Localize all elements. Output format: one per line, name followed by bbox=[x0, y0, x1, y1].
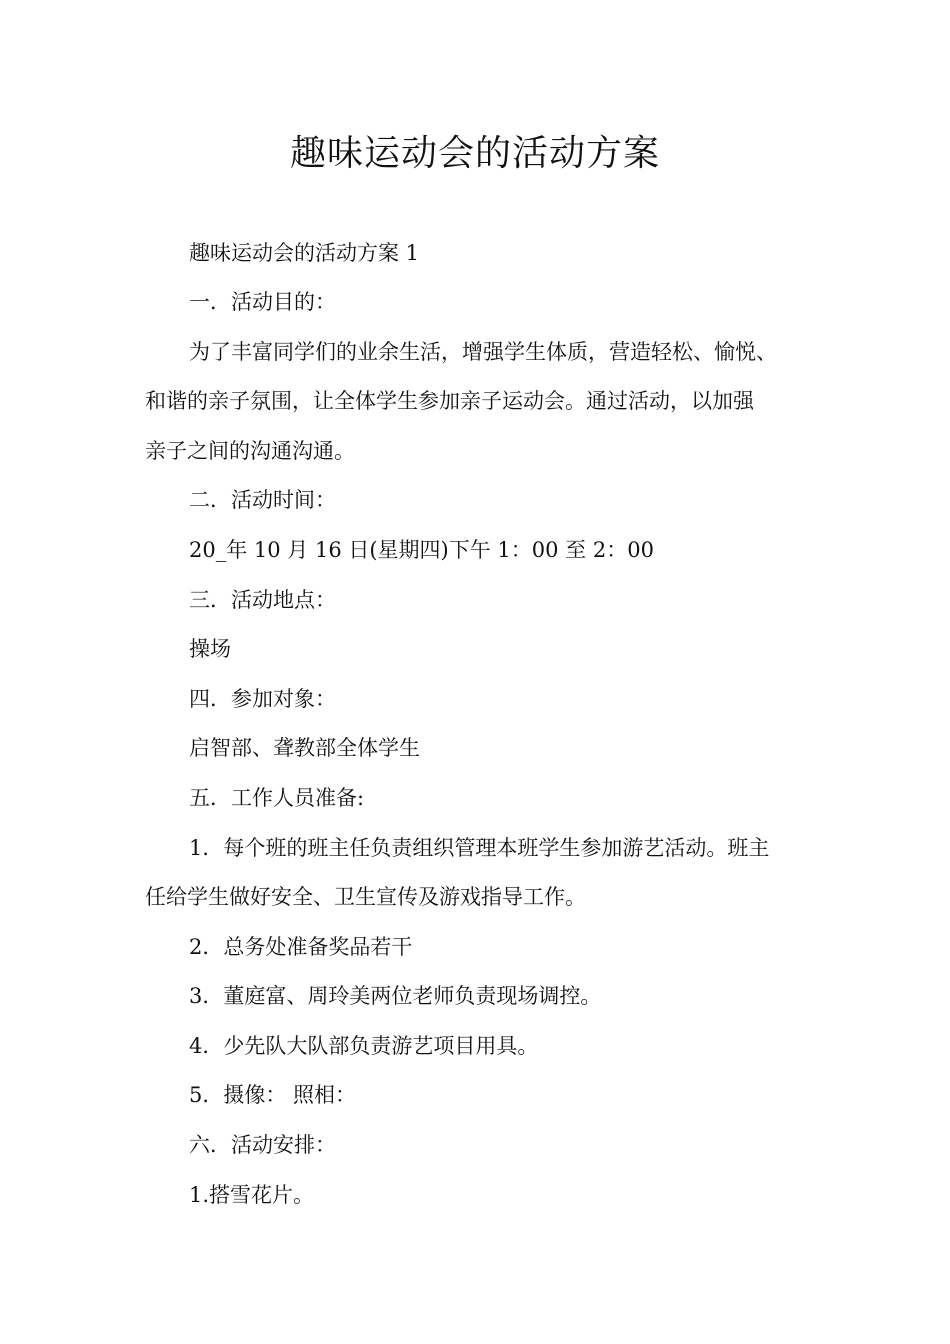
heading-time: 二．活动时间： bbox=[189, 488, 336, 512]
participants-text: 启智部、聋教部全体学生 bbox=[189, 736, 420, 760]
paragraph-line: 和谐的亲子氛围，让全体学生参加亲子运动会。通过活动，以加强 bbox=[145, 389, 754, 413]
time-text: 20_年 10 月 16 日(星期四)下午 1：00 至 2：00 bbox=[189, 538, 654, 562]
list-item: 4．少先队大队部负责游艺项目用具。 bbox=[189, 1034, 539, 1058]
list-item: 1．每个班的班主任负责组织管理本班学生参加游艺活动。班主 bbox=[189, 836, 770, 860]
list-item-continued: 任给学生做好安全、卫生宣传及游戏指导工作。 bbox=[145, 885, 586, 909]
heading-purpose: 一．活动目的： bbox=[189, 290, 336, 314]
heading-participants: 四．参加对象： bbox=[189, 687, 336, 711]
schedule-item: 1.搭雪花片。 bbox=[189, 1183, 315, 1207]
paragraph-line: 亲子之间的沟通沟通。 bbox=[145, 439, 355, 463]
heading-schedule: 六．活动安排： bbox=[189, 1133, 336, 1157]
list-item: 2．总务处准备奖品若干 bbox=[189, 935, 413, 959]
document-title: 趣味运动会的活动方案 bbox=[289, 133, 660, 174]
list-item: 3．董庭富、周玲美两位老师负责现场调控。 bbox=[189, 984, 602, 1008]
heading-location: 三．活动地点： bbox=[189, 588, 336, 612]
paragraph-line: 为了丰富同学们的业余生活，增强学生体质，营造轻松、愉悦、 bbox=[189, 340, 777, 364]
heading-staff: 五．工作人员准备: bbox=[189, 786, 365, 810]
location-text: 操场 bbox=[189, 637, 231, 661]
section-heading: 趣味运动会的活动方案 1 bbox=[189, 241, 420, 265]
list-item: 5．摄像： 照相： bbox=[189, 1083, 357, 1107]
